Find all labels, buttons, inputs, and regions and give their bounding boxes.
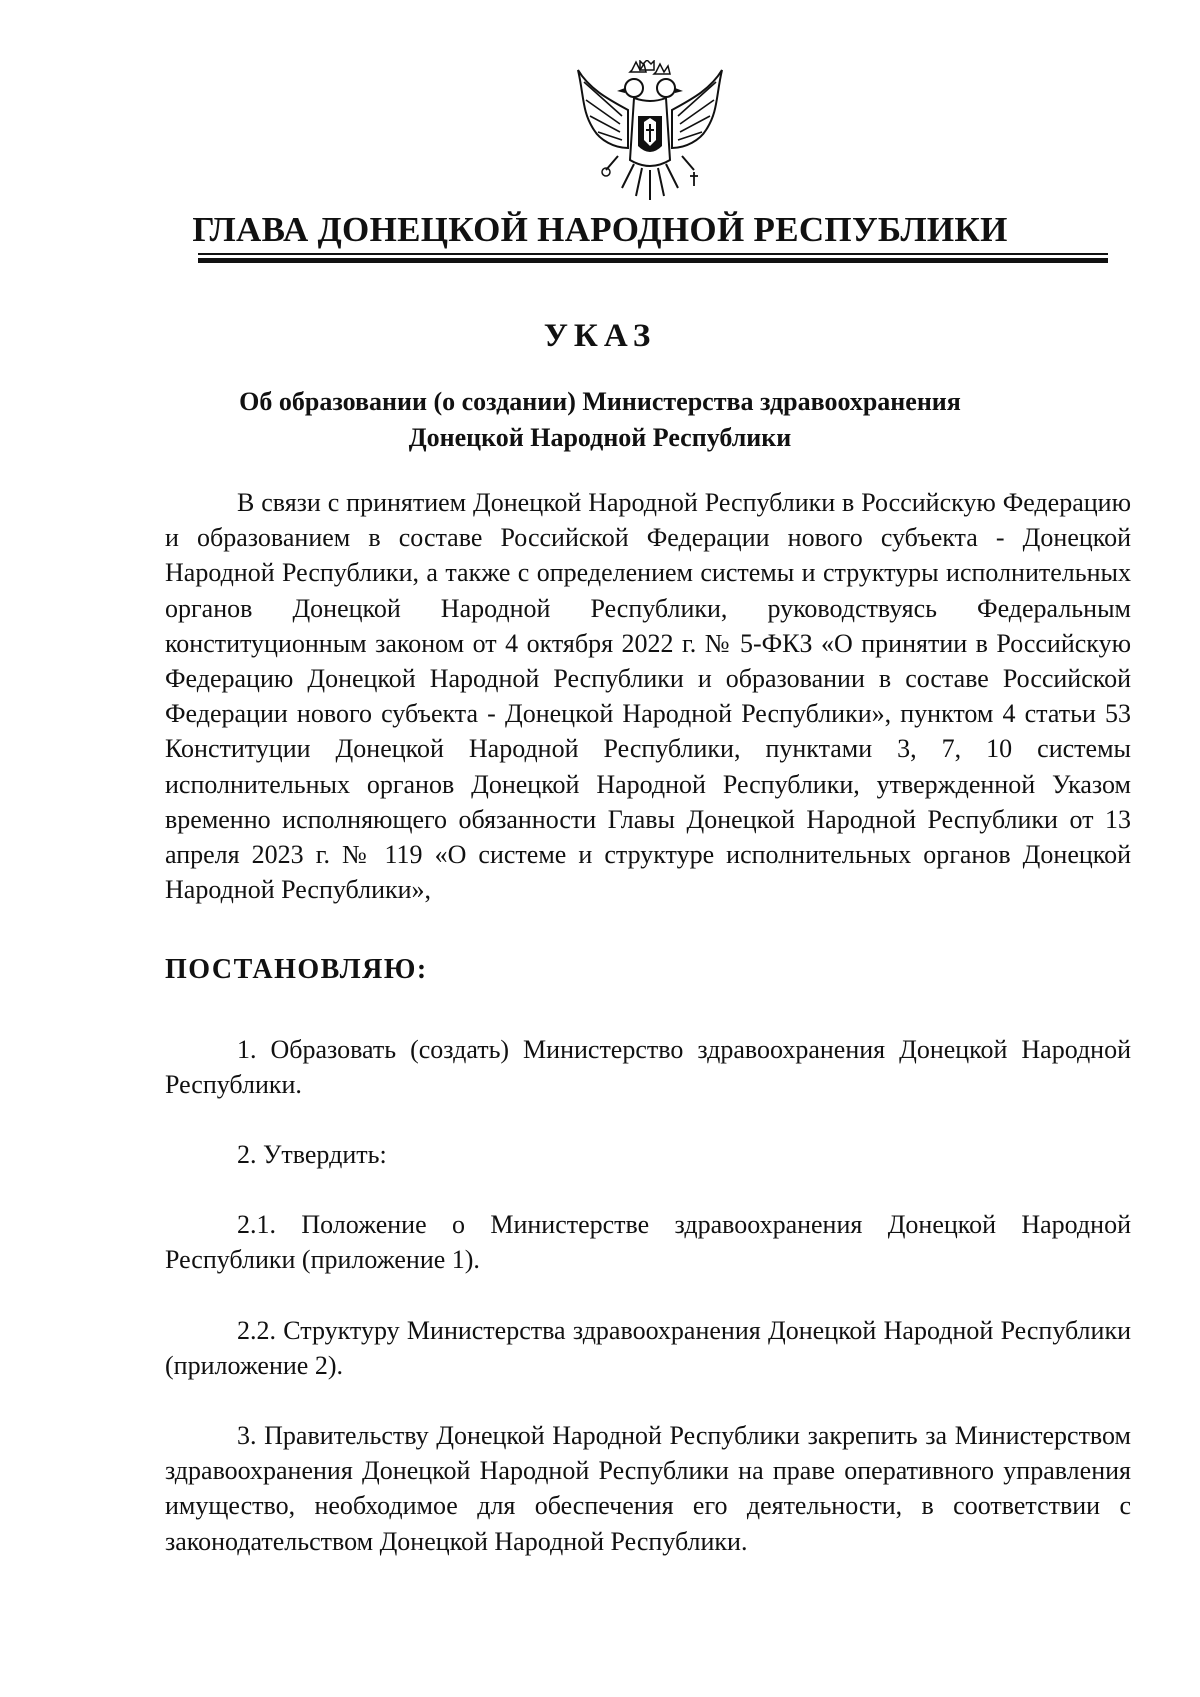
document-type: УКАЗ (543, 318, 657, 354)
document-title-line: Донецкой Народной Республики (408, 423, 792, 452)
decree-item: 2.2. Структуру Министерства здравоохранения Донецкой Народной Республики (приложение 2). (165, 1315, 1131, 1380)
decree-word: ПОСТАНОВЛЯЮ: (165, 954, 428, 986)
preamble-paragraph: В связи с принятием Донецкой Народной Республики в Российскую Федерацию и образованием в составе Российской Федерации нового субъекта - Донецкой Народной Республики, а также с определением системы и структуры исполнительных органов Донецкой Народной Республики, руководствуясь Федеральным конституционным законом от 4 октября 2022 г. № 5-ФКЗ «О принятии в Российскую Федерацию Донецкой Народной Республики и образовании в составе Российской Федерации нового субъекта - Донецкой Народной Республики», пунктом 4 статьи 53 Конституции Донецкой Народной Республики, пунктами 3, 7, 10 системы исполнительных органов Донецкой Народной Республики, утвержденной Указом временно исполняющего обязанности Главы Донецкой Народной Республики от 13 апреля 2023 г. № 119 «О системе и структуре исполнительных органов Донецкой Народной Республики», (165, 488, 1131, 905)
header-divider-thin (198, 253, 1108, 255)
document-title (0, 384, 1200, 456)
double-headed-eagle-coat-of-arms-icon (570, 60, 730, 210)
decree-item: 2.1. Положение о Министерстве здравоохранения Донецкой Народной Республики (приложение 1). (165, 1210, 1131, 1275)
decree-item: 3. Правительству Донецкой Народной Республики закрепить за Министерством здравоохранения Донецкой Народной Республики на праве оперативного управления имущество, необходимое для обеспечения его деятельности, в соответствии с законодательством Донецкой Народной Республики. (165, 1421, 1131, 1556)
document-title-line: Об образовании (о создании) Министерства здравоохранения (239, 387, 961, 416)
decree-item: 2. Утвердить: (237, 1140, 387, 1170)
decree-item: 1. Образовать (создать) Министерство здравоохранения Донецкой Народной Республики. (165, 1034, 1131, 1099)
document-body (165, 485, 1131, 1559)
header-divider-thick (198, 258, 1108, 263)
issuing-authority-title: ГЛАВА ДОНЕЦКОЙ НАРОДНОЙ РЕСПУБЛИКИ (192, 210, 1008, 249)
